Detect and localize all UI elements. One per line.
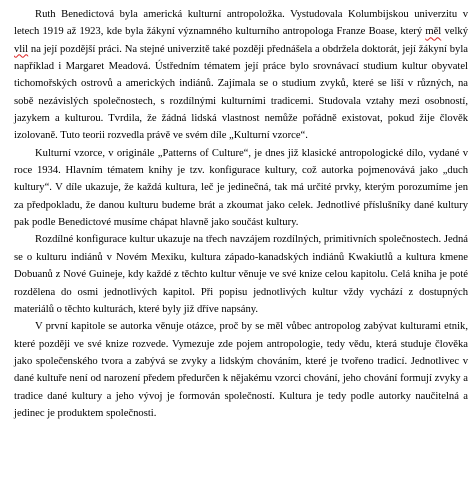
text-run: V první kapitole se autorka věnuje otázce, proč by se měl vůbec antropolog zabývat kulturami etnik, které později ve své knize rozvede. Vymezuje zde pojem antropologie, tedy vědu, která studuje člověka jako společenského tvora a zabývá se zvyky a lidským chováním, které je tvořeno tradicí. Jednotlivec v dané kultuře není od narození předem předurčen k nějakému vzorci chování, jeho chování formují zvyky a tradice dané kultury a jeho vývoj je formován společností. Kultura je tedy podle autorky naučitelná a jedinec je produktem společnosti.	[14, 321, 468, 419]
paragraph	[14, 318, 468, 422]
spellcheck-flagged-word[interactable]: vlil	[14, 43, 29, 55]
spellcheck-flagged-word[interactable]: měl	[425, 26, 442, 38]
text-run: Rozdílné konfigurace kultur ukazuje na třech navzájem rozdílných, primitivních společnostech. Jedná se o kulturu indiánů v Novém Mexiku, kultura západo-kanadských indiánů Kwakiutlů a kultura kmene Dobuanů z Nové Guineje, kdy každé z těchto kultur věnuje ve své knize celou kapitolu. Celá kniha je poté rozdělena do osmi jednotlivých kapitol. Při popisu jednotlivých kultur vždy vychází z dostupných materiálů o těchto kulturách, které byly již dříve napsány.	[14, 234, 468, 315]
paragraph	[14, 231, 468, 318]
text-run: Kulturní vzorce, v originále „Patterns of Culture“, je dnes již klasické antropologické dílo, vydané v roce 1934. Hlavním tématem knihy je tzv. konfigurace kultury, což autorka pojmenovává jako „duch kultury“. V díle ukazuje, že každá kultura, leč je jedinečná, tak má určité prvky, kterým porozumíme jen za předpokladu, že danou kulturu budeme brát a zkoumat jako celek. Jednotlivé příslušníky dané kultury pak podle Benedictové musíme chápat hlavně jako součást kultury.	[14, 147, 468, 229]
paragraph	[14, 6, 468, 145]
text-run: velký	[441, 26, 468, 38]
text-run: Ruth Benedictová byla americká kulturní antropoložka. Vystudovala Kolumbijskou univerzitu v letech 1919 až 1923, kde byla žákyní významného kulturního antropologa Franze Boase, který	[14, 9, 468, 38]
text-run: na její pozdější práci. Na stejné univerzitě také později přednášela a obdržela doktorát, její žákyní byla například i Margaret Meadová. Ústředním tématem její práce bylo srovnávací studium kultur obyvatel tichomořských ostrovů a amerických indiánů. Zajímala se o studium zvyků, které se liší v různých, na sobě nezávislých společnostech, s rozdílnými kulturními tradicemi. Studovala vztahy mezi osobností, jazykem a kulturou. Tvrdila, že žádná lidská vlastnost nemůže pořádně existovat, pokud žije člověk izolovaně. Tuto teorii rozvedla právě ve svém díle „Kulturní vzorce“.	[14, 43, 468, 142]
paragraph	[14, 145, 468, 232]
